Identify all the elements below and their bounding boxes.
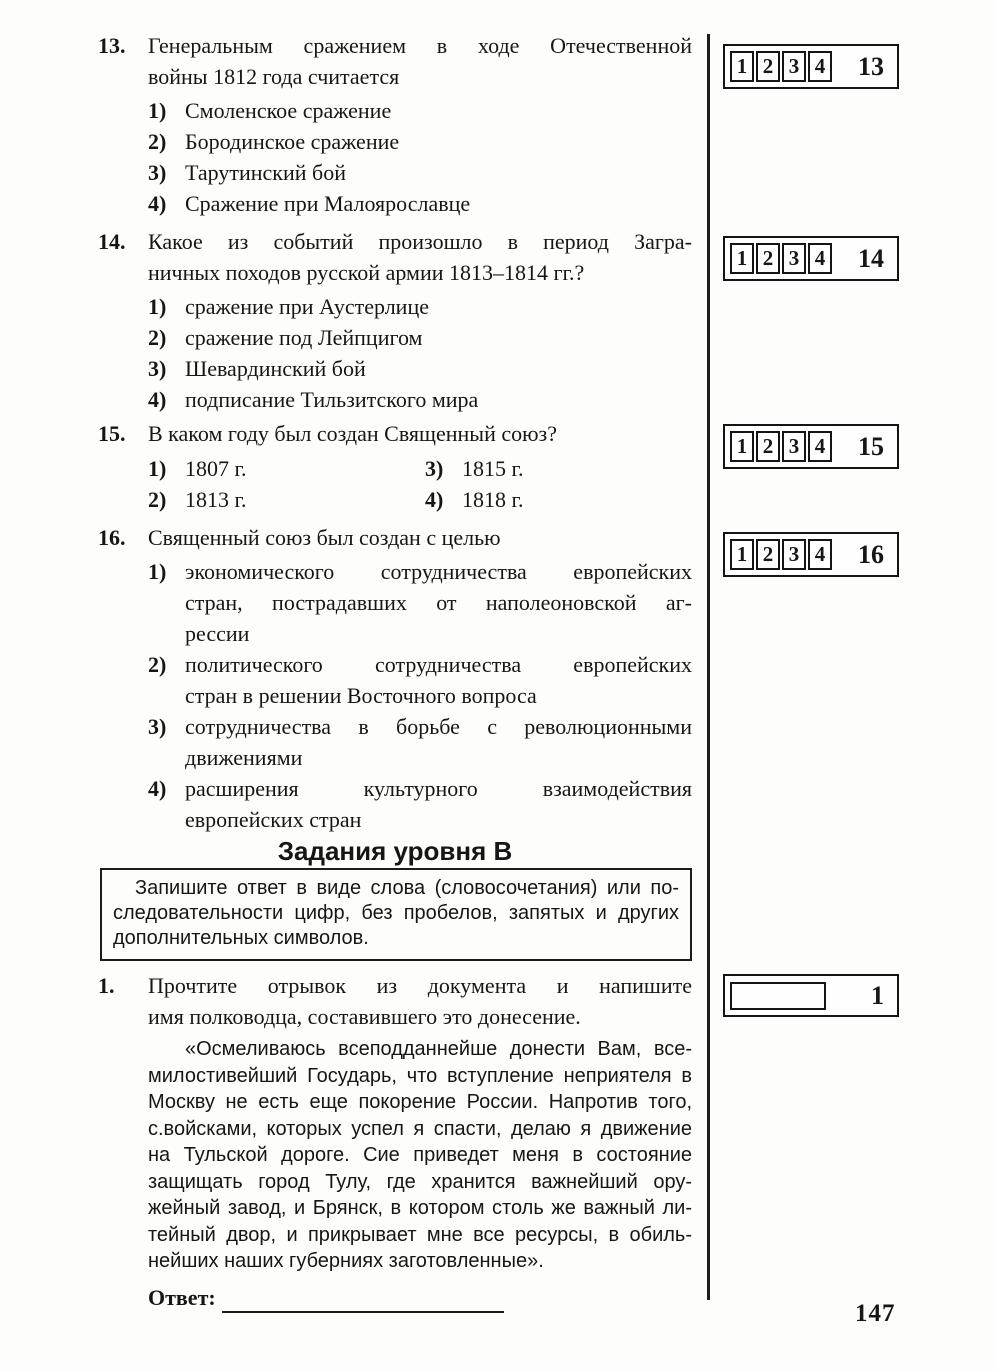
question-text-line: Священный союз был создан с целью — [148, 525, 501, 550]
option-body — [185, 773, 692, 835]
option-2 — [148, 649, 692, 711]
option-body — [185, 711, 692, 773]
answer-write-in-field[interactable] — [730, 982, 826, 1010]
option-text-line: экономического сотрудничества европейских — [185, 559, 692, 584]
option-2 — [148, 126, 692, 157]
question-text-line: Какое из событий произошло в период Загра- — [148, 229, 692, 254]
question-body — [148, 30, 692, 219]
question-14 — [98, 226, 692, 415]
quote-line: нейших наших губерниях заготовленные». — [148, 1250, 544, 1272]
option-body — [185, 484, 425, 515]
answer-box-14 — [723, 236, 899, 281]
answer-row — [148, 1282, 692, 1313]
question-body — [148, 418, 692, 515]
quote-line: с.войсками, которых успел я спасти, делаю я движение — [148, 1117, 692, 1140]
option-number: 1) — [148, 98, 167, 123]
answer-label: Ответ: — [148, 1284, 216, 1310]
question-15 — [98, 418, 692, 515]
question-number: 16. — [98, 525, 126, 550]
page-number: 147 — [855, 1300, 896, 1327]
question-number: 13. — [98, 33, 126, 58]
option-text-line: расширения культурного взаимодействия — [185, 776, 692, 801]
option-body — [462, 453, 692, 484]
quote-line: «Осмеливаюсь всеподданнейше донести Вам, все- — [185, 1038, 692, 1060]
option-text-line: сражение при Аустерлице — [185, 294, 429, 319]
answer-choice-cell-3[interactable]: 3 — [782, 243, 806, 274]
answer-options — [148, 95, 692, 219]
document-quote — [148, 1036, 692, 1275]
option-number: 4) — [148, 776, 167, 801]
option-body — [185, 291, 692, 322]
quote-line: Москву не есть еще покорение России. Напротив того, — [148, 1091, 692, 1113]
option-text-line: Бородинское сражение — [185, 129, 400, 154]
option-text-line: 1813 г. — [185, 487, 247, 512]
question-text-line: ничных походов русской армии 1813–1814 гг.? — [148, 260, 585, 285]
answer-choice-cell-3[interactable]: 3 — [782, 51, 806, 82]
option-3 — [425, 453, 692, 484]
question-number: 15. — [98, 421, 126, 446]
answer-choice-cell-1[interactable]: 1 — [730, 51, 754, 82]
answer-options — [148, 453, 692, 515]
answer-choice-cell-4[interactable]: 4 — [808, 243, 832, 274]
answer-choice-cell-3[interactable]: 3 — [782, 539, 806, 570]
question-text-line: Прочтите отрывок из документа и напишите — [148, 973, 692, 998]
answer-box-number: 1 — [871, 980, 884, 1010]
question-number: 1. — [98, 973, 115, 998]
answer-box-b1 — [723, 974, 899, 1017]
option-body — [462, 484, 692, 515]
answer-box-number: 14 — [858, 243, 884, 273]
option-1 — [148, 453, 425, 484]
answer-choice-cell-2[interactable]: 2 — [756, 431, 780, 462]
option-text-line: стран в решении Восточного вопроса — [185, 683, 537, 708]
option-number: 1) — [148, 294, 167, 319]
option-text-line: 1815 г. — [462, 456, 524, 481]
question-body — [148, 970, 692, 1313]
option-number: 4) — [148, 191, 167, 216]
answer-choice-cell-2[interactable]: 2 — [756, 539, 780, 570]
quote-line: тейный двор, и прикрывает мне все ресурсы, в обиль- — [148, 1223, 692, 1246]
quote-line: жейный завод, и Брянск, в котором столь же важный ли- — [148, 1197, 692, 1219]
option-number: 2) — [148, 652, 167, 677]
answer-choice-cell-4[interactable]: 4 — [808, 51, 832, 82]
question-13 — [98, 30, 692, 219]
answer-choice-cell-4[interactable]: 4 — [808, 539, 832, 570]
option-text-line: движениями — [185, 745, 303, 770]
answer-choice-cell-2[interactable]: 2 — [756, 243, 780, 274]
option-text-line: политического сотрудничества европейских — [185, 652, 692, 677]
option-body — [185, 353, 692, 384]
quote-line: на Тульской дороге. Сие приведет меня в состояние — [148, 1144, 692, 1166]
answer-options — [148, 556, 692, 835]
question-text-line: войны 1812 года считается — [148, 64, 400, 89]
option-1 — [148, 95, 692, 126]
option-body — [185, 157, 692, 188]
instruction-line: Запишите ответ в виде слова (словосочетания) или по- — [135, 877, 679, 899]
answer-choice-cell-1[interactable]: 1 — [730, 539, 754, 570]
option-number: 1) — [148, 559, 167, 584]
instruction-box — [100, 868, 692, 961]
quote-line: милостивейший Государь, что вступление неприятеля в — [148, 1064, 692, 1087]
option-body — [185, 126, 692, 157]
answer-choice-cell-1[interactable]: 1 — [730, 243, 754, 274]
option-number: 3) — [148, 160, 167, 185]
option-3 — [148, 711, 692, 773]
answer-box-15 — [723, 424, 899, 469]
answer-box-number: 16 — [858, 539, 884, 569]
option-1 — [148, 291, 692, 322]
question-text-line: Генеральным сражением в ходе Отечественной — [148, 33, 692, 58]
quote-line: защищать город Тулу, где хранится важнейший ору- — [148, 1170, 692, 1193]
question-number: 14. — [98, 229, 126, 254]
option-4 — [148, 773, 692, 835]
option-number: 3) — [425, 456, 444, 481]
option-body — [185, 384, 692, 415]
option-text-line: рессии — [185, 621, 250, 646]
option-2 — [148, 322, 692, 353]
instruction-line: дополнительных символов. — [113, 927, 369, 949]
option-text-line: европейских стран — [185, 807, 362, 832]
option-body — [185, 649, 692, 711]
option-body — [185, 188, 692, 219]
option-text-line: 1818 г. — [462, 487, 524, 512]
answer-box-16 — [723, 532, 899, 577]
option-text-line: Тарутинский бой — [185, 160, 346, 185]
option-number: 2) — [148, 129, 167, 154]
option-body — [185, 322, 692, 353]
option-1 — [148, 556, 692, 649]
answer-choice-cell-3[interactable]: 3 — [782, 431, 806, 462]
option-text-line: стран, пострадавших от наполеоновской аг- — [185, 590, 692, 615]
option-body — [185, 556, 692, 649]
answer-blank-line[interactable] — [222, 1287, 504, 1313]
answer-box-number: 15 — [858, 431, 884, 461]
option-number: 1) — [148, 456, 167, 481]
option-number: 2) — [148, 487, 167, 512]
question-text-line: имя полководца, составившего это донесение. — [148, 1004, 581, 1029]
answer-choice-cell-1[interactable]: 1 — [730, 431, 754, 462]
answer-box-13 — [723, 44, 899, 89]
option-2 — [148, 484, 425, 515]
option-text-line: 1807 г. — [185, 456, 247, 481]
option-number: 2) — [148, 325, 167, 350]
question-text-line: В каком году был создан Священный союз? — [148, 421, 557, 446]
option-text-line: Смоленское сражение — [185, 98, 392, 123]
margin-divider-rule — [707, 34, 710, 1300]
option-4 — [148, 384, 692, 415]
option-body — [185, 453, 425, 484]
option-text-line: сотрудничества в борьбе с революционными — [185, 714, 692, 739]
answer-choice-cell-4[interactable]: 4 — [808, 431, 832, 462]
answer-choice-cell-2[interactable]: 2 — [756, 51, 780, 82]
question-b-1 — [98, 970, 692, 1313]
option-text-line: Сражение при Малоярославце — [185, 191, 471, 216]
option-4 — [425, 484, 692, 515]
answer-options — [148, 291, 692, 415]
option-text-line: подписание Тильзитского мира — [185, 387, 479, 412]
option-number: 4) — [148, 387, 167, 412]
option-number: 3) — [148, 356, 167, 381]
option-number: 3) — [148, 714, 167, 739]
option-3 — [148, 157, 692, 188]
section-b-title: Задания уровня В — [277, 836, 513, 866]
option-number: 4) — [425, 487, 444, 512]
question-body — [148, 522, 692, 835]
option-text-line: сражение под Лейпцигом — [185, 325, 423, 350]
option-body — [185, 95, 692, 126]
question-body — [148, 226, 692, 415]
option-text-line: Шевардинский бой — [185, 356, 366, 381]
question-16 — [98, 522, 692, 835]
option-3 — [148, 353, 692, 384]
instruction-line: следовательности цифр, без пробелов, запятых и других — [113, 902, 679, 924]
answer-box-number: 13 — [858, 51, 884, 81]
option-4 — [148, 188, 692, 219]
